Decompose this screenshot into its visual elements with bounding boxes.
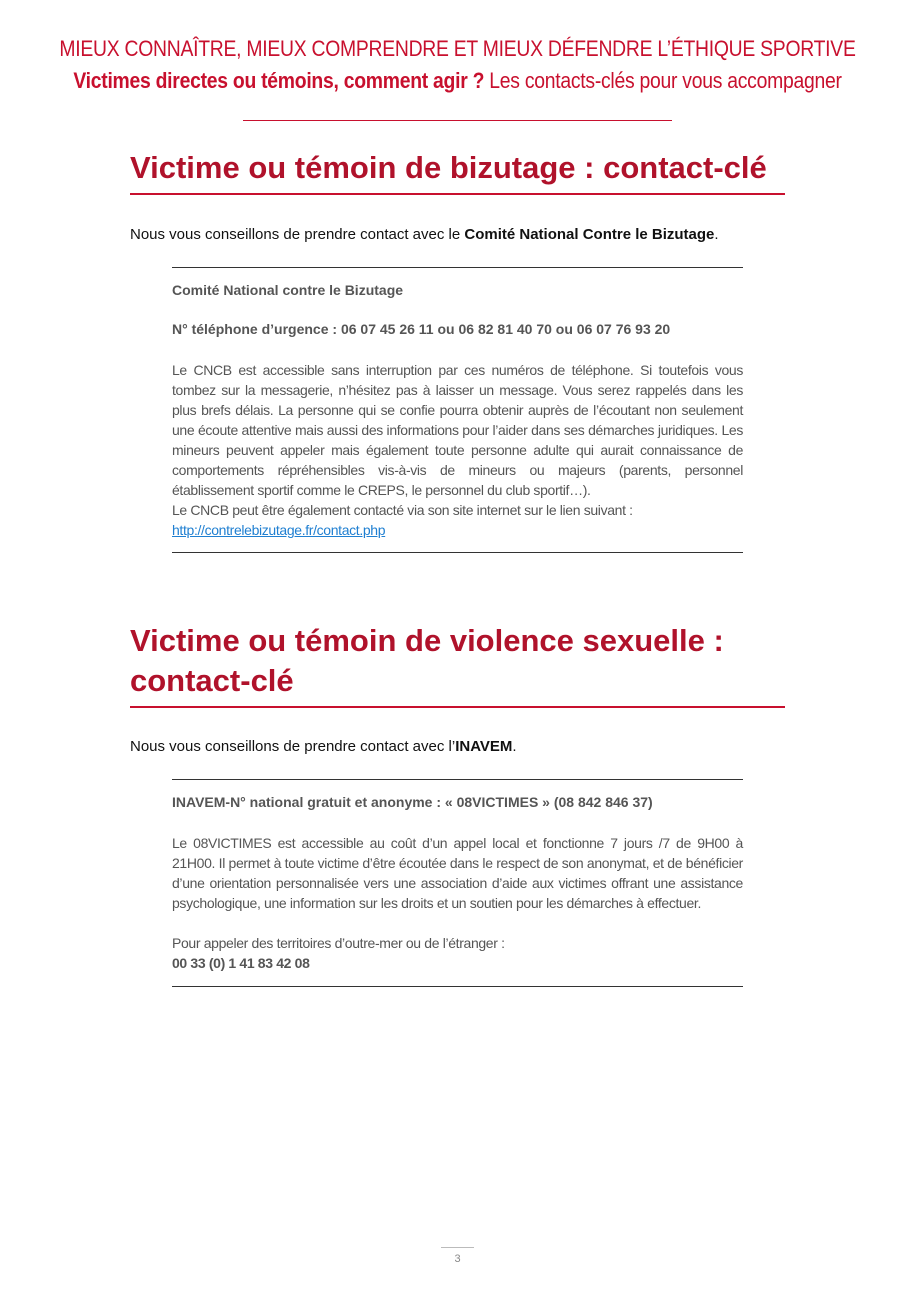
section2-intro-suffix: . [512,738,517,755]
section1-intro [130,226,719,243]
section1-intro-prefix: Nous vous conseillons de prendre contact avec le [130,226,465,243]
section1-org-name: Comité National contre le Bizutage [172,282,404,298]
header-line-2 [55,68,860,94]
section1-body [172,360,743,540]
section1-intro-suffix: . [714,226,719,243]
section1-intro-org: Comité National Contre le Bizutage [464,226,715,243]
header-divider [243,120,672,121]
section1-box-bottom-rule [172,552,743,553]
section1-phone-line: N° téléphone d’urgence : 06 07 45 26 11 ou 06 82 81 40 70 ou 06 07 76 93 20 [172,321,671,337]
section2-box-bottom-rule [172,986,743,987]
section1-title-divider [130,193,785,195]
page-number-divider [441,1247,474,1248]
section2-title-divider [130,706,785,708]
section2-box-top-rule [172,779,743,780]
section1-box-top-rule [172,267,743,268]
section2-body [172,833,743,973]
section2-paragraph: Le 08VICTIMES est accessible au coût d’un appel local et fonctionne 7 jours /7 de 9H00 à 21H00. Il permet à toute victime d’être écoutée dans le respect de son anonymat, et de bénéficier d’une orientation personnalisée vers une association d’aide aux victimes offrant une assistance psychologique, une information sur les droits et un soutien pour les démarches à effectuer. [172,835,743,911]
section2-abroad-line: Pour appeler des territoires d’outre-mer ou de l’étranger : [172,935,505,951]
header-line-1: MIEUX CONNAÎTRE, MIEUX COMPRENDRE ET MIEUX DÉFENDRE L’ÉTHIQUE SPORTIVE [59,36,856,61]
header-line-2-rest: Les contacts-clés pour vous accompagner [484,68,842,93]
page-number: 3 [454,1253,461,1265]
section2-intro-prefix: Nous vous conseillons de prendre contact avec l’ [130,738,456,755]
section1-title: Victime ou témoin de bizutage : contact-clé [130,150,767,185]
section1-paragraph: Le CNCB est accessible sans interruption par ces numéros de téléphone. Si toutefois vous tombez sur la messagerie, n’hésitez pas à laisser un message. Vous serez rappelés dans les plus brefs délais. La personne qui se confie pourra obtenir auprès de l’écoutant non seulement une écoute attentive mais aussi des informations pour l’aider dans ses démarches juridiques. Les mineurs peuvent appeler mais également toute personne adulte qui aurait connaissance de comportements répréhensibles vis-à-vis de mineurs ou majeurs (parents, personnel établissement sportif comme le CREPS, le personnel du club sportif…). [172,362,743,498]
section2-title: Victime ou témoin de violence sexuelle : contact-clé [130,623,724,698]
section1-contact-link[interactable]: http://contrelebizutage.fr/contact.php [172,522,386,538]
section2-intro-org: INAVEM [455,738,513,755]
section2-org-line: INAVEM-N° national gratuit et anonyme : « 08VICTIMES » (08 842 846 37) [172,794,653,810]
header-line-2-bold: Victimes directes ou témoins, comment agir ? [73,68,485,93]
section2-intro [130,738,517,755]
section2-abroad-number: 00 33 (0) 1 41 83 42 08 [172,955,310,971]
section1-web-line: Le CNCB peut être également contacté via son site internet sur le lien suivant : [172,502,633,518]
